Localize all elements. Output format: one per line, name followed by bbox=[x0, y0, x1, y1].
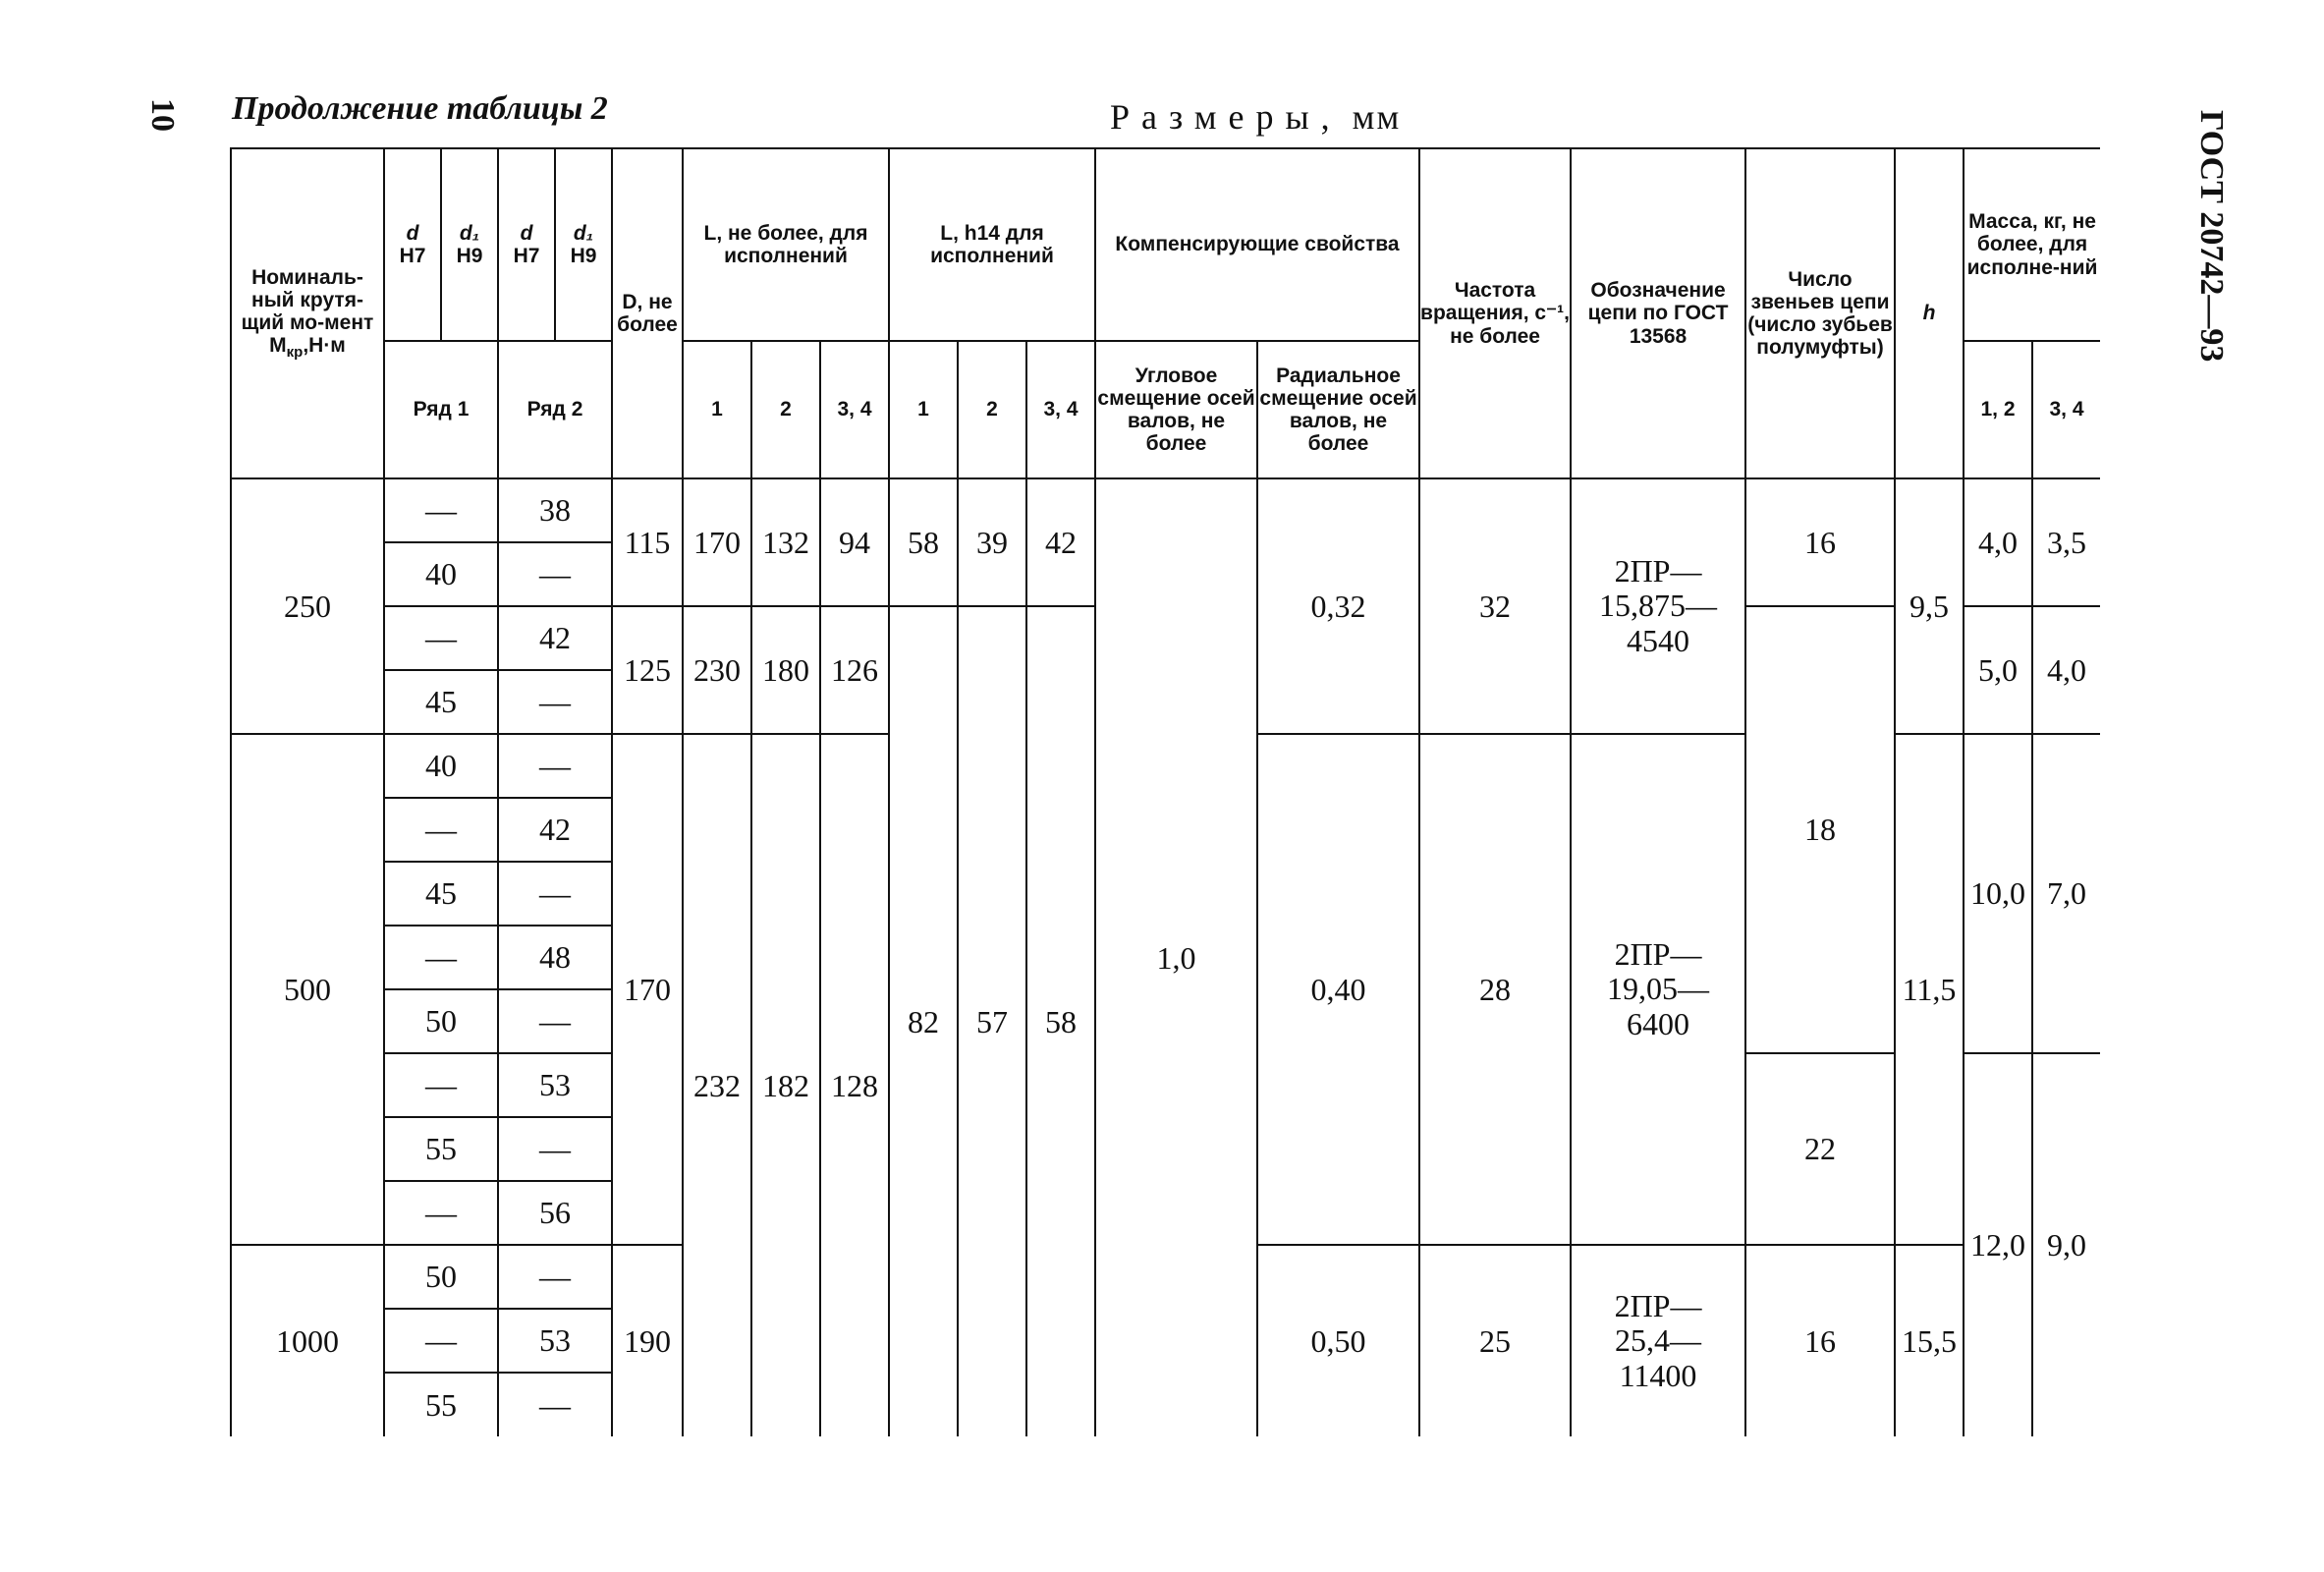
D-cell: 125 bbox=[612, 606, 683, 734]
frequency-cell: 25 bbox=[1419, 1245, 1571, 1436]
h-cell: 11,5 bbox=[1895, 734, 1964, 1245]
chain-line: 6400 bbox=[1627, 1005, 1690, 1041]
chain-line: 2ПР— bbox=[1614, 553, 1702, 590]
row1-diameter: — bbox=[384, 798, 498, 862]
L-1-cell: 170 bbox=[683, 478, 751, 606]
row2-diameter: — bbox=[498, 670, 612, 734]
mass-34-cell: 3,5 bbox=[2032, 478, 2100, 606]
row1-diameter: — bbox=[384, 1053, 498, 1117]
header-L-max: L, не более, для исполнений bbox=[683, 148, 889, 341]
D-cell: 190 bbox=[612, 1245, 683, 1436]
mass-12-cell: 12,0 bbox=[1964, 1053, 2032, 1436]
links-cell: 16 bbox=[1745, 1245, 1895, 1436]
chain-line: 2ПР— bbox=[1614, 936, 1702, 973]
row1-diameter: 40 bbox=[384, 734, 498, 798]
header-mass-34: 3, 4 bbox=[2032, 341, 2100, 478]
header-row-2: Ряд 2 bbox=[498, 341, 612, 478]
header-d-h7-2 bbox=[498, 148, 555, 341]
L-34-cell: 94 bbox=[820, 478, 889, 606]
header-D: D, не более bbox=[612, 148, 683, 478]
D-cell: 170 bbox=[612, 734, 683, 1245]
header-L14-exec-1: 1 bbox=[889, 341, 958, 478]
row1-diameter: — bbox=[384, 478, 498, 542]
radial-offset-cell: 0,32 bbox=[1257, 478, 1419, 734]
header-mass: Масса, кг, не более, для исполне-ний bbox=[1964, 148, 2100, 341]
mass-34-cell: 4,0 bbox=[2032, 606, 2100, 734]
header-frequency: Частота вращения, c⁻¹, не более bbox=[1419, 148, 1571, 478]
row1-diameter: — bbox=[384, 1309, 498, 1373]
header-L-exec-2: 2 bbox=[751, 341, 820, 478]
L14-2-cell: 57 bbox=[958, 606, 1026, 1436]
mass-34-cell: 7,0 bbox=[2032, 734, 2100, 1053]
L14-1-cell: 82 bbox=[889, 606, 958, 1436]
header-d1-h9-1-sym: d₁ bbox=[459, 221, 480, 245]
links-cell: 18 bbox=[1745, 606, 1895, 1053]
row1-diameter: 50 bbox=[384, 1245, 498, 1309]
header-d1-h9-2-sym: d₁ bbox=[573, 221, 594, 245]
header-d1-h9-1 bbox=[441, 148, 498, 341]
L-34-cell: 126 bbox=[820, 606, 889, 734]
links-cell: 22 bbox=[1745, 1053, 1895, 1245]
header-d-h7-1-tol: H7 bbox=[399, 245, 426, 267]
h-cell: 15,5 bbox=[1895, 1245, 1964, 1436]
row1-diameter: — bbox=[384, 926, 498, 989]
header-d1-h9-2-tol: H9 bbox=[570, 245, 597, 267]
sizes-title bbox=[1110, 96, 1401, 138]
header-h bbox=[1895, 148, 1964, 478]
row2-diameter: — bbox=[498, 1373, 612, 1436]
header-links: Число звеньев цепи (число зубьев полумуфты) bbox=[1745, 148, 1895, 478]
row1-diameter: 40 bbox=[384, 542, 498, 606]
sizes-title-unit: мм bbox=[1341, 97, 1402, 137]
row2-diameter: 42 bbox=[498, 606, 612, 670]
table-continuation-caption: Продолжение таблицы 2 bbox=[232, 90, 608, 127]
row2-diameter: — bbox=[498, 862, 612, 926]
chain-line: 19,05— bbox=[1607, 971, 1710, 1007]
header-L-exec-1: 1 bbox=[683, 341, 751, 478]
header-torque-subscript: кр bbox=[286, 343, 304, 361]
L-2-cell: 182 bbox=[751, 734, 820, 1436]
row2-diameter: 53 bbox=[498, 1053, 612, 1117]
header-torque-unit: ,Н·м bbox=[303, 333, 346, 357]
header-h-sym: h bbox=[1922, 302, 1936, 325]
L-34-cell: 128 bbox=[820, 734, 889, 1436]
angular-offset-cell: 1,0 bbox=[1095, 478, 1257, 1436]
mass-12-cell: 10,0 bbox=[1964, 734, 2032, 1053]
row1-diameter: 55 bbox=[384, 1117, 498, 1181]
row1-diameter: — bbox=[384, 606, 498, 670]
h-cell: 9,5 bbox=[1895, 478, 1964, 734]
row1-diameter: 50 bbox=[384, 989, 498, 1053]
torque-cell: 250 bbox=[231, 478, 384, 734]
header-row-1: Ряд 1 bbox=[384, 341, 498, 478]
torque-cell: 1000 bbox=[231, 1245, 384, 1436]
header-d-h7-2-sym: d bbox=[520, 221, 533, 245]
sizes-title-word: Размеры, bbox=[1110, 97, 1342, 137]
row2-diameter: — bbox=[498, 989, 612, 1053]
header-torque-text: Номиналь-ный крутя-щий мо-мент bbox=[241, 265, 374, 334]
gost-standard-label: ГОСТ 20742—93 bbox=[2193, 110, 2230, 363]
row1-diameter: 55 bbox=[384, 1373, 498, 1436]
row1-diameter: 45 bbox=[384, 670, 498, 734]
row2-diameter: 56 bbox=[498, 1181, 612, 1245]
row2-diameter: — bbox=[498, 542, 612, 606]
mass-12-cell: 4,0 bbox=[1964, 478, 2032, 606]
L-2-cell: 132 bbox=[751, 478, 820, 606]
row1-diameter: — bbox=[384, 1181, 498, 1245]
frequency-cell: 28 bbox=[1419, 734, 1571, 1245]
chain-line: 25,4— bbox=[1615, 1322, 1702, 1359]
header-L-exec-34: 3, 4 bbox=[820, 341, 889, 478]
L-2-cell: 180 bbox=[751, 606, 820, 734]
row2-diameter: 48 bbox=[498, 926, 612, 989]
chain-line: 15,875— bbox=[1599, 588, 1718, 624]
header-d1-h9-2 bbox=[555, 148, 612, 341]
chain-line: 11400 bbox=[1619, 1357, 1697, 1393]
header-radial-offset: Радиальное смещение осей валов, не более bbox=[1257, 341, 1419, 478]
mass-34-cell: 9,0 bbox=[2032, 1053, 2100, 1436]
dimensions-table-wrap bbox=[230, 147, 2100, 1444]
header-compensating: Компенсирующие свойства bbox=[1095, 148, 1419, 341]
L-1-cell: 232 bbox=[683, 734, 751, 1436]
header-chain: Обозначение цепи по ГОСТ 13568 bbox=[1571, 148, 1745, 478]
mass-12-cell: 5,0 bbox=[1964, 606, 2032, 734]
header-d1-h9-1-tol: H9 bbox=[456, 245, 483, 267]
radial-offset-cell: 0,50 bbox=[1257, 1245, 1419, 1436]
row2-diameter: — bbox=[498, 1117, 612, 1181]
chain-cell bbox=[1571, 478, 1745, 734]
L14-34-cell: 42 bbox=[1026, 478, 1095, 606]
chain-cell bbox=[1571, 734, 1745, 1245]
chain-cell bbox=[1571, 1245, 1745, 1436]
radial-offset-cell: 0,40 bbox=[1257, 734, 1419, 1245]
header-angular-offset: Угловое смещение осей валов, не более bbox=[1095, 341, 1257, 478]
L14-2-cell: 39 bbox=[958, 478, 1026, 606]
page-number: 10 bbox=[144, 98, 181, 132]
chain-line: 2ПР— bbox=[1614, 1288, 1702, 1324]
header-torque bbox=[231, 148, 384, 478]
L-1-cell: 230 bbox=[683, 606, 751, 734]
D-cell: 115 bbox=[612, 478, 683, 606]
L14-34-cell: 58 bbox=[1026, 606, 1095, 1436]
header-d-h7-2-tol: H7 bbox=[513, 245, 540, 267]
row2-diameter: 53 bbox=[498, 1309, 612, 1373]
header-d-h7-1 bbox=[384, 148, 441, 341]
dimensions-table bbox=[230, 147, 2100, 1436]
header-d-h7-1-sym: d bbox=[406, 221, 419, 245]
header-torque-symbol: M bbox=[269, 333, 287, 357]
row2-diameter: 38 bbox=[498, 478, 612, 542]
header-L14-exec-2: 2 bbox=[958, 341, 1026, 478]
L14-1-cell: 58 bbox=[889, 478, 958, 606]
frequency-cell: 32 bbox=[1419, 478, 1571, 734]
header-mass-12: 1, 2 bbox=[1964, 341, 2032, 478]
row2-diameter: — bbox=[498, 734, 612, 798]
chain-line: 4540 bbox=[1627, 622, 1690, 658]
links-cell: 16 bbox=[1745, 478, 1895, 606]
torque-cell: 500 bbox=[231, 734, 384, 1245]
row1-diameter: 45 bbox=[384, 862, 498, 926]
header-L14-exec-34: 3, 4 bbox=[1026, 341, 1095, 478]
row2-diameter: — bbox=[498, 1245, 612, 1309]
header-L-h14: L, h14 для исполнений bbox=[889, 148, 1095, 341]
row2-diameter: 42 bbox=[498, 798, 612, 862]
